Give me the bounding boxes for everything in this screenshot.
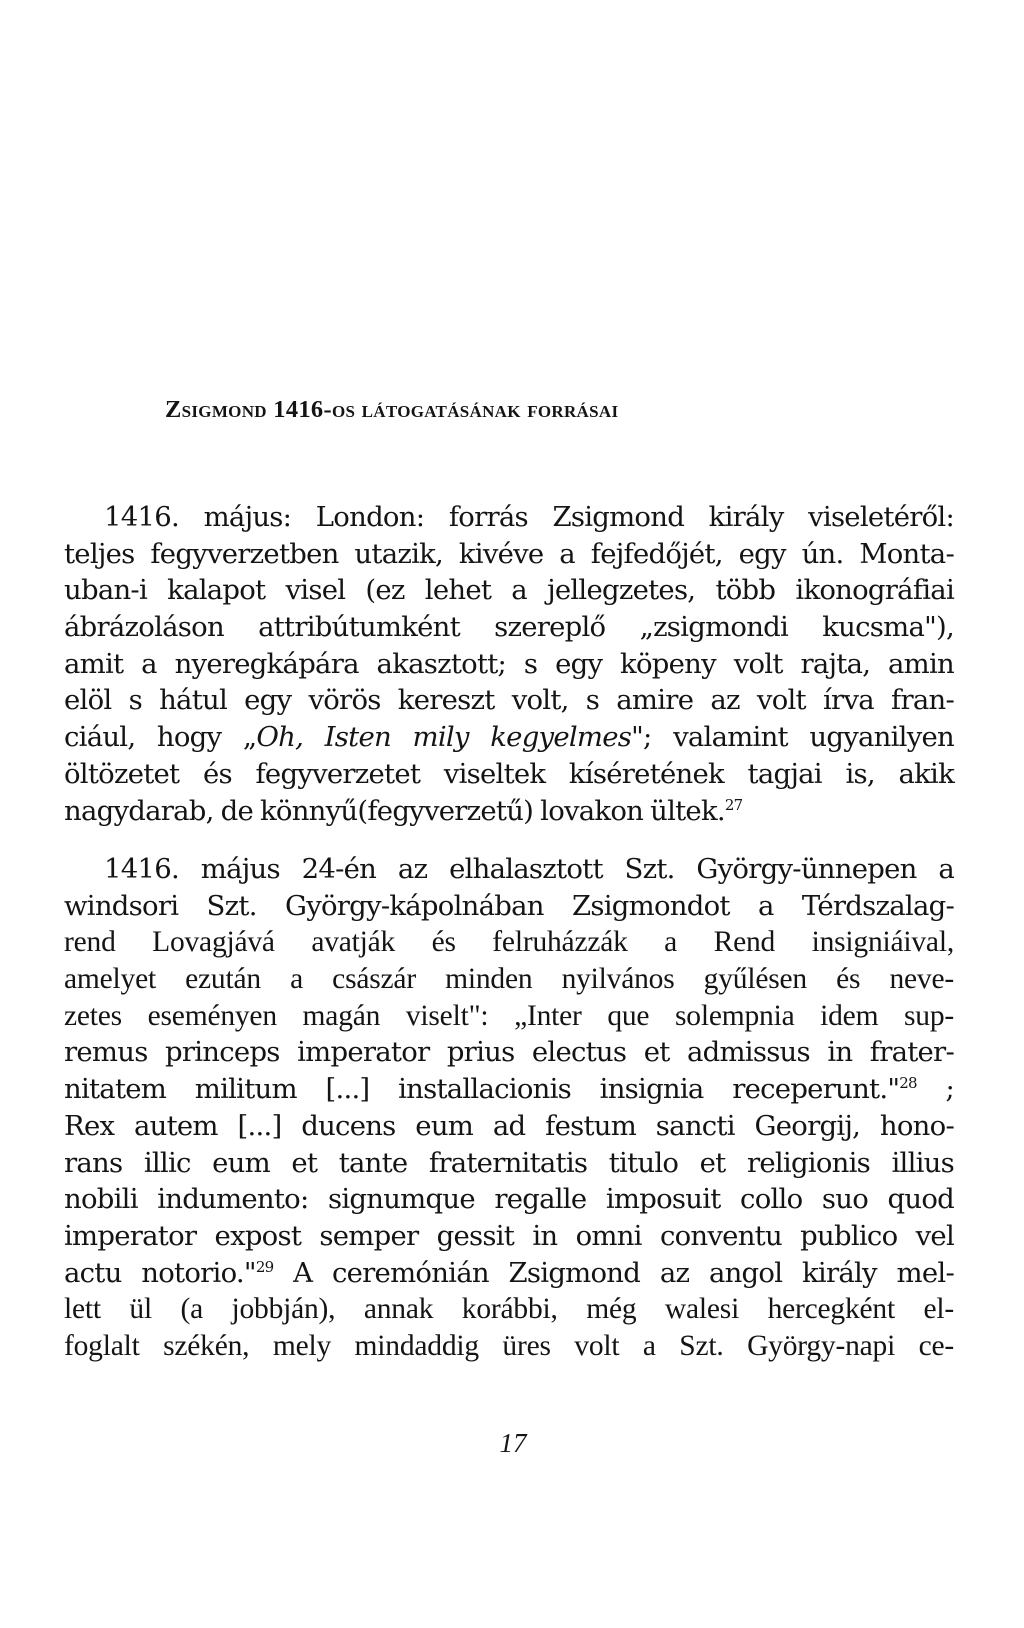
text-line: rans illic eum et tante fraternitatis titulo et religionis illius [64, 1146, 954, 1179]
text-line: windsori Szt. György-kápolnában Zsigmondot a Térdszalag- [64, 889, 954, 922]
page-number: 17 [499, 1428, 527, 1458]
paragraph-garter-order [64, 851, 954, 1365]
text-segment: nagydarab, de könnyű(fegyverzetű) lovakon ültek. [64, 794, 725, 827]
text-line: amit a nyeregkápára akasztott; s egy köpeny volt rajta, amin [64, 647, 954, 680]
text-line: elöl s hátul egy vörös kereszt volt, s amire az volt írva fran- [64, 684, 954, 717]
text-segment: actu notorio." [64, 1256, 256, 1289]
text-line: amelyet ezután a császár minden nyilvános gyűlésen és neve- [64, 963, 954, 996]
italic-quote: Oh, Isten mily kegyelmes [256, 721, 632, 754]
text-line: lett ül (a jobbján), annak korábbi, még walesi hercegként el- [64, 1293, 954, 1326]
text-line: 1416. május 24-én az elhalasztott Szt. György-ünnepen a [104, 853, 954, 885]
text-line: uban-i kalapot visel (ez lehet a jellegzetes, több ikonográfiai [64, 574, 954, 607]
text-line: rend Lovagjává avatják és felruházzák a Rend insigniáival, [64, 926, 954, 959]
text-line: ábrázoláson attribútumként szereplő „zsigmondi kucsma"), [64, 611, 954, 644]
footnote-ref-28: 28 [899, 1074, 917, 1093]
paragraph-garments [64, 499, 954, 829]
text-segment: ; [916, 1073, 954, 1106]
text-line: teljes fegyverzetben utazik, kivéve a fejfedőjét, egy ún. Monta- [64, 537, 954, 570]
footnote-ref-29: 29 [255, 1257, 274, 1276]
text-line [64, 793, 954, 830]
text-line: remus princeps imperator prius electus et admissus in frater- [64, 1036, 954, 1069]
text-line: öltözetet és fegyverzetet viseltek kíséretének tagjai is, akik [64, 757, 954, 790]
text-line [64, 1255, 954, 1292]
text-line: foglalt székén, mely mindaddig üres volt a Szt. György-napi ce- [64, 1329, 954, 1362]
text-segment: "; valamint ugyanilyen [631, 721, 954, 754]
running-head: Zsigmond 1416-os látogatásának forrásai [165, 396, 619, 423]
text-segment: ciául, hogy „ [64, 721, 257, 754]
text-line: Rex autem [...] ducens eum ad festum sancti Georgij, hono- [64, 1109, 954, 1142]
text-line: imperator expost semper gessit in omni conventu publico vel [64, 1219, 954, 1252]
text-segment: nitatem militum [...] installacionis insignia receperunt." [64, 1073, 900, 1106]
footnote-ref-27: 27 [724, 795, 743, 814]
text-line [64, 719, 954, 756]
text-line: nobili indumento: signumque regalle imposuit collo suo quod [64, 1183, 954, 1216]
text-line [64, 1071, 954, 1108]
text-segment: A ceremónián Zsigmond az angol király mel- [273, 1256, 954, 1289]
text-line: 1416. május: London: forrás Zsigmond király viseletéről: [104, 501, 954, 533]
text-line: zetes eseményen magán viselt": „Inter que solempnia idem sup- [64, 999, 954, 1032]
